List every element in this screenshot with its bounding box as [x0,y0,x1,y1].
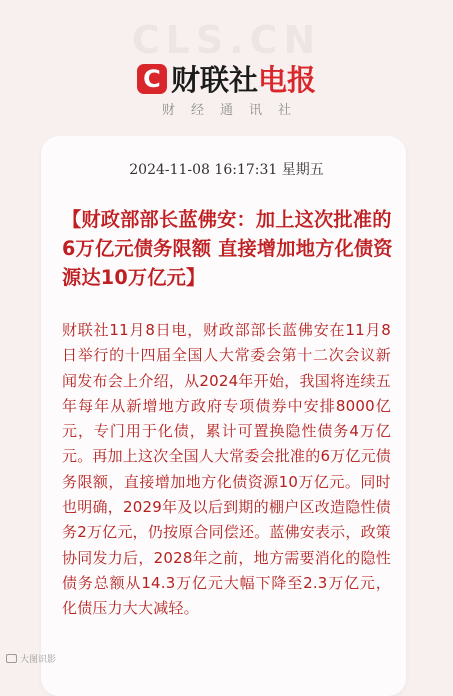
logo-name-part2: 电报 [258,63,317,97]
news-body: 财联社11月8日电，财政部部长蓝佛安在11月8日举行的十四届全国人大常委会第十二次会议新闻发布会上介绍，从2024年开始，我国将连续五年每年从新增地方政府专项债券中安排8000亿元，专门用于化债，累计可置换隐性债务4万亿元。再加上这次全国人大常委会批准的6万亿元债务限额，直接增加地方化债资源10万亿元。同时也明确，2029年及以后到期的棚户区改造隐性债务2万亿元，仍按原合同偿还。蓝佛安表示，政策协同发力后，2028年之前，地方需要消化的隐性债务总额从14.3万亿元大幅下降至2.3万亿元，化债压力大大减轻。 [62,321,391,618]
logo-c-icon: C [137,64,167,94]
brand-logo [0,58,453,99]
brand-subtitle: 财经通讯社 [161,103,307,118]
footer-watermark [6,652,56,665]
news-headline: 【财政部部长蓝佛安：加上这次批准的6万亿元债务限额 直接增加地方化债资源达10万亿元】 [62,208,393,289]
news-datetime: 2024-11-08 16:17:31 星期五 [129,162,324,178]
watermark-text [0,18,453,62]
image-icon [6,654,17,663]
footer-watermark-text: 大图识影 [20,655,57,665]
logo-name [171,58,316,99]
logo-name-part1: 财联社 [170,63,258,97]
